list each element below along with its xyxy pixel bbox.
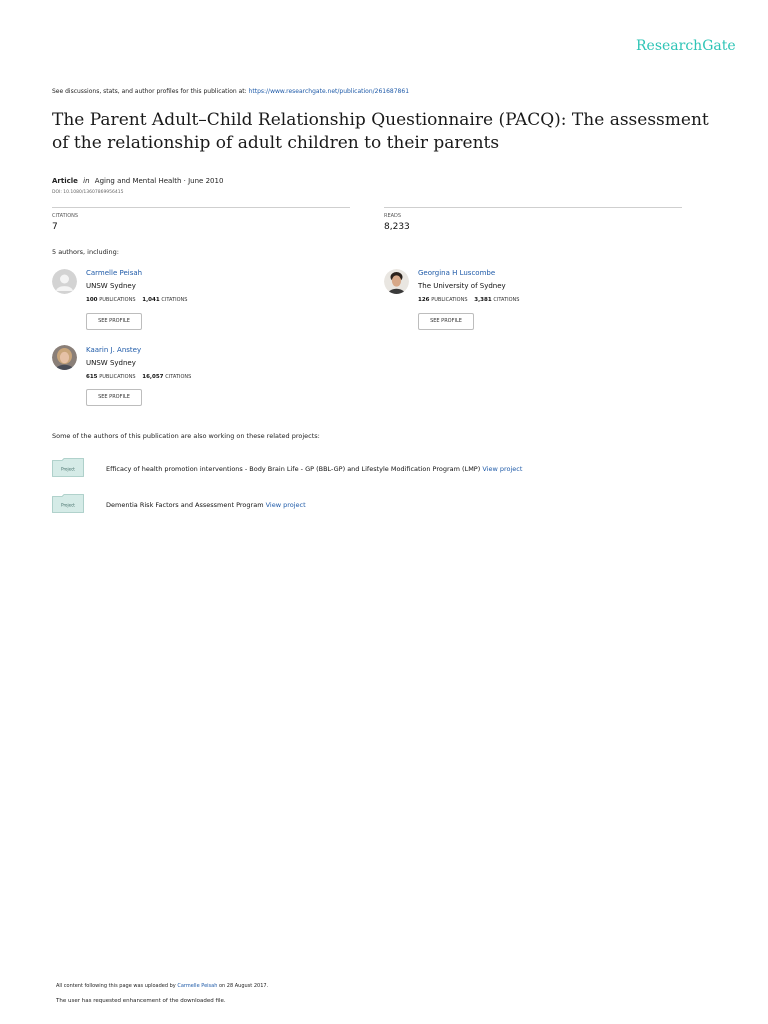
in-word: in bbox=[83, 177, 90, 185]
author-name-link[interactable]: Carmelle Peisah bbox=[86, 269, 143, 277]
author-photo-avatar[interactable] bbox=[384, 269, 409, 294]
authors-heading: 5 authors, including: bbox=[52, 248, 119, 256]
enhancement-note: The user has requested enhancement of the downloaded file. bbox=[56, 998, 226, 1004]
author-institution: UNSW Sydney bbox=[86, 359, 136, 367]
author-publications-count: 126 bbox=[418, 297, 430, 303]
author-publications-count: 100 bbox=[86, 297, 98, 303]
author-publications-label: PUBLICATIONS bbox=[99, 374, 136, 380]
author-name-link[interactable]: Kaarin J. Anstey bbox=[86, 346, 142, 354]
author-institution: The University of Sydney bbox=[418, 282, 506, 290]
author-name-link[interactable]: Georgina H Luscombe bbox=[418, 269, 496, 277]
project-item bbox=[106, 465, 522, 473]
project-item bbox=[106, 501, 306, 509]
author-avatar-default-icon[interactable] bbox=[52, 269, 77, 294]
article-type: Article bbox=[52, 177, 78, 185]
citations-label: CITATIONS bbox=[52, 213, 79, 219]
author-publications-count: 615 bbox=[86, 374, 98, 380]
project-title: Dementia Risk Factors and Assessment Program bbox=[106, 501, 264, 509]
divider-left bbox=[52, 207, 350, 208]
citations-value: 7 bbox=[52, 222, 58, 232]
divider-right bbox=[384, 207, 682, 208]
researchgate-logo[interactable]: ResearchGate bbox=[636, 38, 736, 54]
author-citations-count: 1,041 bbox=[142, 297, 160, 303]
project-title: Efficacy of health promotion interventions - Body Brain Life - GP (BBL-GP) and Lifestyle Modification Program (LMP) bbox=[106, 465, 481, 473]
author-citations-count: 16,057 bbox=[142, 374, 164, 380]
project-folder-label: Project bbox=[61, 502, 75, 508]
author-citations-count: 3,381 bbox=[474, 297, 492, 303]
publication-url-link[interactable]: https://www.researchgate.net/publication/261687861 bbox=[248, 88, 410, 95]
author-publications-label: PUBLICATIONS bbox=[99, 297, 136, 303]
upload-suffix: on 28 August 2017. bbox=[218, 983, 269, 989]
doi-text: DOI: 10.1080/13607869956415 bbox=[52, 190, 124, 195]
view-project-link[interactable]: View project bbox=[265, 501, 306, 509]
author-citations-label: CITATIONS bbox=[165, 374, 192, 380]
see-discussions-text: See discussions, stats, and author profiles for this publication at: bbox=[52, 88, 247, 95]
see-profile-button[interactable]: SEE PROFILE bbox=[86, 389, 142, 406]
reads-value: 8,233 bbox=[384, 222, 410, 232]
uploader-link[interactable]: Carmelle Peisah bbox=[177, 983, 218, 989]
projects-heading: Some of the authors of this publication are also working on these related projects: bbox=[52, 432, 320, 440]
author-stats bbox=[86, 297, 187, 303]
author-citations-label: CITATIONS bbox=[161, 297, 188, 303]
paper-title: The Parent Adult–Child Relationship Questionnaire (PACQ): The assessment of the relationship of adult children to their parents bbox=[52, 110, 709, 153]
author-publications-label: PUBLICATIONS bbox=[431, 297, 468, 303]
upload-note bbox=[56, 983, 268, 989]
author-stats bbox=[418, 297, 519, 303]
paper-meta bbox=[52, 177, 223, 185]
see-discussions-line bbox=[52, 88, 409, 95]
view-project-link[interactable]: View project bbox=[482, 465, 523, 473]
see-profile-button[interactable]: SEE PROFILE bbox=[418, 313, 474, 330]
publication-date: · June 2010 bbox=[183, 177, 224, 185]
author-photo-avatar[interactable] bbox=[52, 345, 77, 370]
see-profile-button[interactable]: SEE PROFILE bbox=[86, 313, 142, 330]
project-folder-icon bbox=[52, 458, 84, 477]
author-citations-label: CITATIONS bbox=[493, 297, 520, 303]
reads-label: READS bbox=[384, 213, 402, 219]
project-folder-icon bbox=[52, 494, 84, 513]
journal-name: Aging and Mental Health bbox=[94, 177, 182, 185]
author-institution: UNSW Sydney bbox=[86, 282, 136, 290]
author-stats bbox=[86, 374, 191, 380]
project-folder-label: Project bbox=[61, 466, 75, 472]
upload-prefix: All content following this page was uploaded by bbox=[56, 983, 176, 989]
